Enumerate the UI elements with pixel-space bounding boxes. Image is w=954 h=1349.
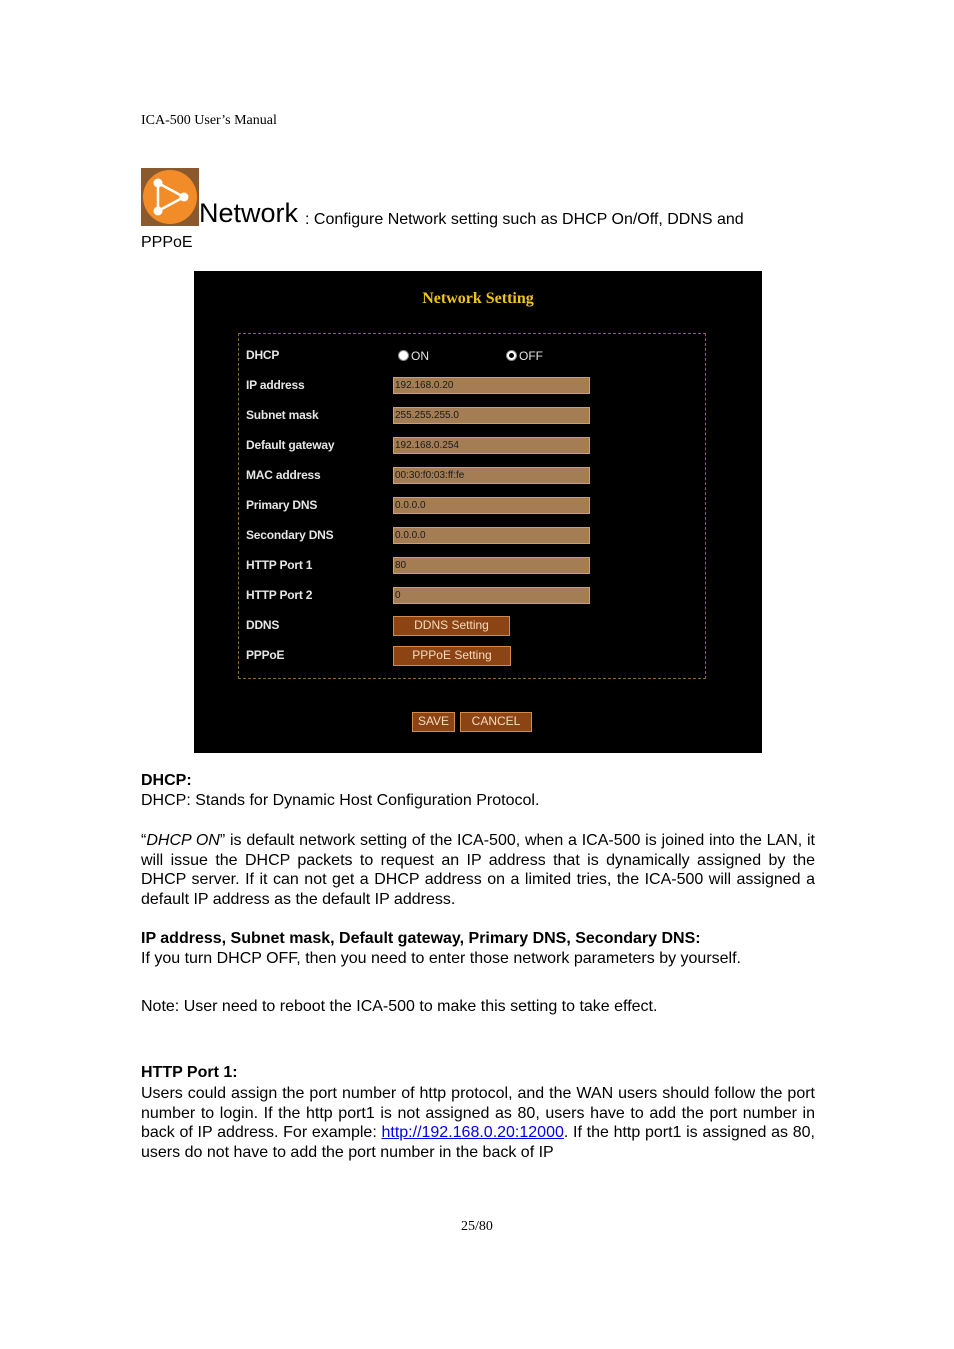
dhcp-on-term: DHCP ON bbox=[146, 832, 220, 849]
http-port-1-field[interactable]: 80 bbox=[393, 557, 590, 574]
dhcp-heading: DHCP: bbox=[141, 772, 192, 789]
primary-dns-label: Primary DNS bbox=[246, 498, 318, 512]
save-button[interactable]: SAVE bbox=[412, 712, 455, 732]
reboot-note: Note: User need to reboot the ICA-500 to make this setting to take effect. bbox=[141, 998, 658, 1015]
ip-address-field[interactable]: 192.168.0.20 bbox=[393, 377, 590, 394]
dhcp-definition: DHCP: Stands for Dynamic Host Configuration Protocol. bbox=[141, 792, 540, 809]
pppoe-label: PPPoE bbox=[246, 648, 285, 662]
section-description-cont: PPPoE bbox=[141, 234, 193, 251]
http-port-2-field[interactable]: 0 bbox=[393, 587, 590, 604]
ddns-setting-button[interactable]: DDNS Setting bbox=[393, 616, 510, 636]
network-icon bbox=[141, 168, 199, 226]
subnet-mask-label: Subnet mask bbox=[246, 408, 319, 422]
default-gateway-field[interactable]: 192.168.0.254 bbox=[393, 437, 590, 454]
http-port-2-label: HTTP Port 2 bbox=[246, 588, 313, 602]
dhcp-off-option[interactable] bbox=[506, 349, 543, 363]
manual-header: ICA-500 User’s Manual bbox=[141, 113, 277, 128]
mac-address-field[interactable]: 00:30:f0:03:ff:fe bbox=[393, 467, 590, 484]
example-url-link[interactable]: http://192.168.0.20:12000 bbox=[381, 1124, 564, 1142]
dhcp-off-label: OFF bbox=[519, 349, 543, 363]
ip-address-label: IP address bbox=[246, 378, 305, 392]
dhcp-on-paragraph bbox=[141, 831, 815, 910]
http-port-paragraph bbox=[141, 1084, 815, 1163]
secondary-dns-label: Secondary DNS bbox=[246, 528, 334, 542]
default-gateway-label: Default gateway bbox=[246, 438, 335, 452]
ddns-label: DDNS bbox=[246, 618, 280, 632]
http-port-text-1: Users could assign the port number of http protocol, and the WAN users should follow the port number to login. If the http port1 is not assigned as 80, users have to add the port number in back of IP address. For example: bbox=[141, 1085, 815, 1142]
page-number: 25/80 bbox=[461, 1219, 493, 1234]
subnet-mask-field[interactable]: 255.255.255.0 bbox=[393, 407, 590, 424]
ip-settings-heading: IP address, Subnet mask, Default gateway, Primary DNS, Secondary DNS: bbox=[141, 930, 701, 947]
dhcp-on-option[interactable] bbox=[398, 349, 429, 363]
dhcp-off-radio[interactable] bbox=[506, 350, 517, 361]
dhcp-on-label: ON bbox=[411, 349, 429, 363]
mac-address-label: MAC address bbox=[246, 468, 321, 482]
http-port-heading: HTTP Port 1: bbox=[141, 1064, 238, 1081]
primary-dns-field[interactable]: 0.0.0.0 bbox=[393, 497, 590, 514]
ip-settings-text: If you turn DHCP OFF, then you need to enter those network parameters by yourself. bbox=[141, 950, 741, 967]
section-description: : Configure Network setting such as DHCP On/Off, DDNS and bbox=[305, 211, 744, 228]
cancel-button[interactable]: CANCEL bbox=[460, 712, 532, 732]
network-setting-panel bbox=[194, 271, 762, 753]
pppoe-setting-button[interactable]: PPPoE Setting bbox=[393, 646, 511, 666]
panel-title: Network Setting bbox=[422, 290, 534, 307]
http-port-1-label: HTTP Port 1 bbox=[246, 558, 313, 572]
secondary-dns-field[interactable]: 0.0.0.0 bbox=[393, 527, 590, 544]
section-title: Network bbox=[199, 198, 299, 228]
dhcp-on-radio[interactable] bbox=[398, 350, 409, 361]
dhcp-label: DHCP bbox=[246, 348, 280, 362]
http-port-text-2: . If the http port1 is assigned as 80, users do not have to add the port number in the back of IP bbox=[141, 1124, 815, 1162]
dhcp-on-description: ” is default network setting of the ICA-500, when a ICA-500 is joined into the LAN, it will issue the DHCP packets to request an IP address that is dynamically assigned by the DHCP server. If it can not get a DHCP address on a limited tries, the ICA-500 will assigned a default IP address as the default IP address. bbox=[141, 832, 815, 909]
dhcp-on-open-quote: “ bbox=[141, 832, 147, 849]
